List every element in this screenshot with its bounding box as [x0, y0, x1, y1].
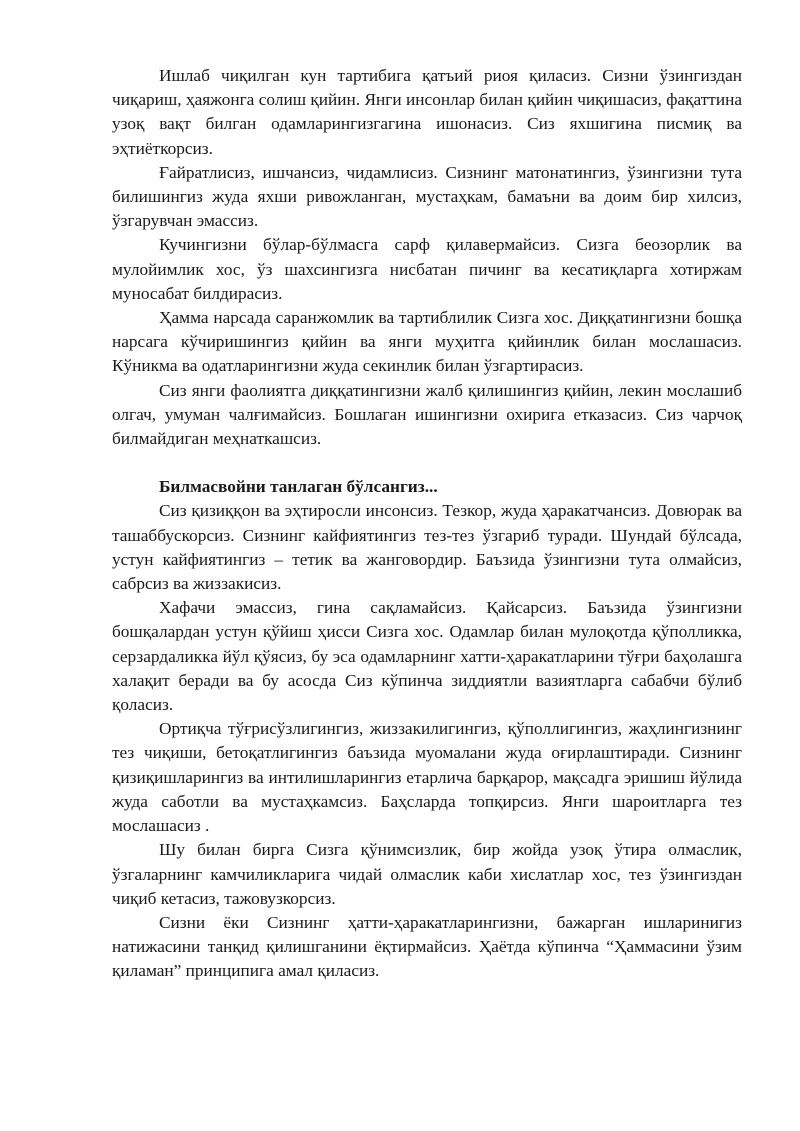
document-page — [112, 64, 742, 984]
paragraph: Сизни ёки Сизнинг ҳатти-ҳаракатларингизни, бажарган ишларинигиз натижасини танқид қилишганини ёқтирмайсиз. Ҳаётда кўпинча “Ҳаммасини ўзим қиламан” принципига амал қиласиз. — [112, 912, 742, 981]
paragraph: Хафачи эмассиз, гина сақламайсиз. Қайсарсиз. Баъзида ўзингизни бошқалардан устун қўйиш ҳисси Сизга хос. Одамлар билан мулоқотда қўполликка, серзардаликка йўл қўясиз, бу эса одамларнинг хатти-ҳаракатларини тўғри баҳолашга халақит беради ва бу асосда Сиз кўпинча зиддиятли вазиятларга сабабчи бўлиб қоласиз. — [112, 598, 742, 715]
paragraph: Ҳамма нарсада саранжомлик ва тартиблилик Сизга хос. Диққатингизни бошқа нарсага кўчиришингиз қийин ва янги муҳитга қийинлик билан мослашасиз. Кўникма ва одатларингизни жуда секинлик билан ўзгартирасиз. — [112, 308, 742, 376]
paragraph: Шу билан бирга Сизга қўнимсизлик, бир жойда узоқ ўтира олмаслик, ўзгаларнинг камчиликларига чидай олмаслик каби хислатлар хос, тез ўзингиздан чиқиб кетасиз, тажовузкорсиз. — [112, 840, 742, 908]
paragraph: Ортиқча тўғрисўзлигингиз, жиззакилигингиз, қўполлигингиз, жаҳлингизнинг тез чиқиши, бетоқатлигингиз баъзида муомалани жуда оғирлаштиради. Сизнинг қизиқишларингиз ва интилишларингиз етарлича барқарор, мақсадга эришиш йўлида жуда саботли ва мустаҳкамсиз. Баҳсларда топқирсиз. Янги шароитларга тез мослашасиз . — [112, 719, 742, 836]
paragraph: Сиз қизиққон ва эҳтиросли инсонсиз. Тезкор, жуда ҳаракатчансиз. Довюрак ва ташаббускорсиз. Сизнинг кайфиятингиз тез-тез ўзгариб туради. Шундай бўлсада, устун кайфиятингиз – тетик ва жанговордир. Баъзида ўзингизни тута олмайсиз, сабрсиз ва жиззакисиз. — [112, 501, 742, 594]
paragraph: Ишлаб чиқилган кун тартибига қатъий риоя қиласиз. Сизни ўзингиздан чиқариш, ҳаяжонга солиш қийин. Янги инсонлар билан қийин чиқишасиз, фақаттина узоқ вақт билган одамларингизгагина ишонасиз. Сиз яхшигина писмиқ ва эҳтиёткорсиз. — [112, 66, 742, 158]
paragraph: Сиз янги фаолиятга диққатингизни жалб қилишингиз қийин, лекин мослашиб олгач, умуман чалғимайсиз. Бошлаган ишингизни охирига етказасиз. Сиз чарчоқ билмайдиган меҳнаткашсиз. — [112, 380, 742, 449]
paragraph: Ғайратлисиз, ишчансиз, чидамлисиз. Сизнинг матонатингиз, ўзингизни тута билишингиз жуда яхши ривожланган, мустаҳкам, бамаъни ва доим бир хилсиз, ўзгарувчан эмассиз. — [112, 162, 742, 231]
section-heading: Билмасвойни танлаган бўлсангиз... — [159, 477, 438, 497]
paragraph: Кучингизни бўлар-бўлмасга сарф қилавермайсиз. Сизга беозорлик ва мулойимлик хос, ўз шахсингизга нисбатан пичинг ва кесатиқларга хотиржам муносабат билдирасиз. — [112, 235, 742, 303]
